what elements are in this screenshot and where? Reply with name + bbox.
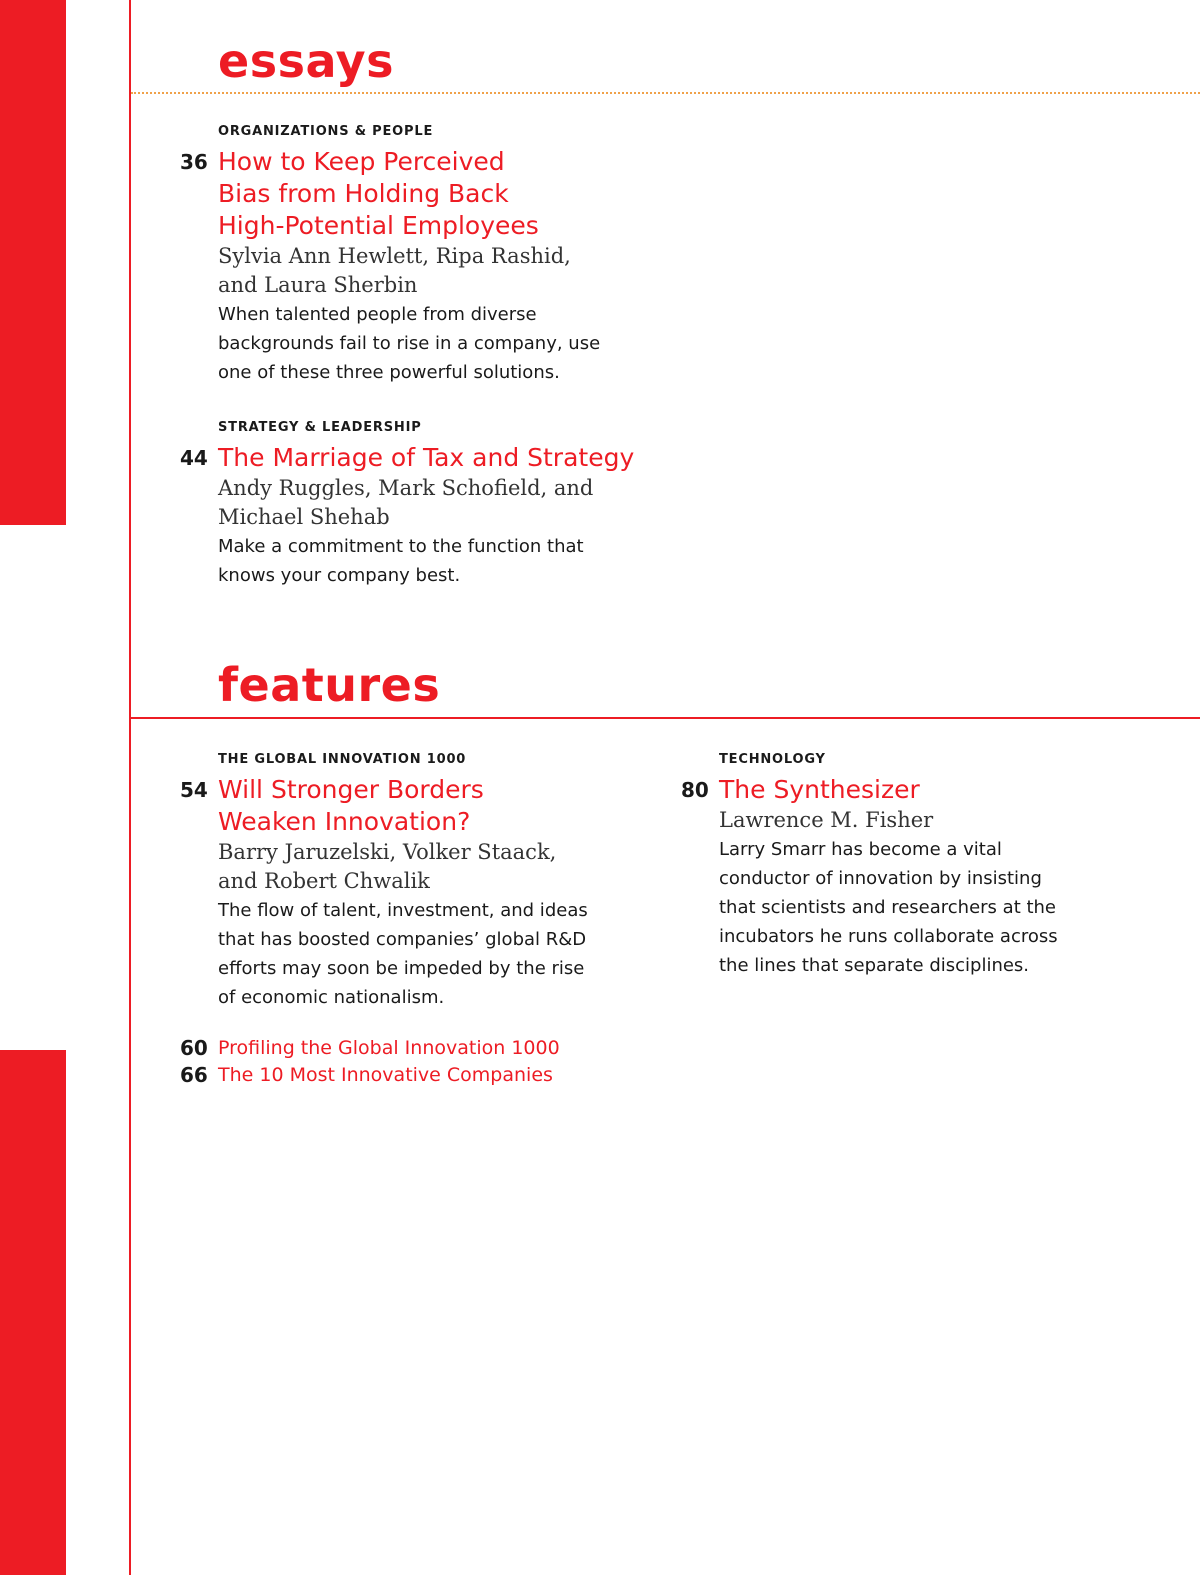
entry-description: When talented people from diverse backgrounds fail to rise in a company, use one of these three powerful solutions. bbox=[218, 304, 601, 383]
dotted-divider bbox=[131, 92, 1200, 94]
entry-title-row bbox=[180, 146, 658, 242]
toc-entry-essay-1[interactable] bbox=[180, 124, 658, 387]
page-number: 80 bbox=[681, 778, 709, 802]
page-number: 44 bbox=[180, 446, 208, 470]
entry-title-row bbox=[180, 774, 658, 838]
toc-entry-essay-2[interactable] bbox=[180, 420, 658, 590]
toc-entry-feature-1[interactable] bbox=[180, 752, 658, 1012]
entry-category: THE GLOBAL INNOVATION 1000 bbox=[218, 752, 467, 767]
decorative-red-bar-bottom bbox=[0, 1050, 66, 1575]
toc-link-title[interactable]: Profiling the Global Innovation 1000 bbox=[218, 1037, 560, 1059]
solid-divider bbox=[131, 717, 1200, 719]
decorative-red-bar-top bbox=[0, 0, 66, 525]
entry-category: ORGANIZATIONS & PEOPLE bbox=[218, 124, 434, 139]
toc-entry-feature-2[interactable] bbox=[681, 752, 1159, 980]
entry-title-row bbox=[180, 442, 658, 474]
entry-title-link[interactable]: How to Keep Perceived Bias from Holding Back High-Potential Employees bbox=[218, 147, 539, 240]
entry-authors: Barry Jaruzelski, Volker Staack, and Robert Chwalik bbox=[218, 840, 557, 893]
entry-title-link[interactable]: The Marriage of Tax and Strategy bbox=[218, 443, 635, 472]
entry-authors: Sylvia Ann Hewlett, Ripa Rashid, and Laura Sherbin bbox=[218, 244, 571, 297]
entry-authors: Lawrence M. Fisher bbox=[719, 808, 934, 832]
page-number: 60 bbox=[180, 1036, 208, 1060]
toc-link-title[interactable]: The 10 Most Innovative Companies bbox=[218, 1064, 553, 1086]
entry-title-link[interactable]: Will Stronger Borders Weaken Innovation? bbox=[218, 775, 484, 836]
entry-category: TECHNOLOGY bbox=[719, 752, 826, 767]
vertical-divider bbox=[129, 0, 131, 1575]
entry-authors: Andy Ruggles, Mark Schofield, and Michael Shehab bbox=[218, 476, 594, 529]
entry-description: Make a commitment to the function that knows your company best. bbox=[218, 536, 584, 586]
entry-category: STRATEGY & LEADERSHIP bbox=[218, 420, 422, 435]
entry-title-link[interactable]: The Synthesizer bbox=[719, 775, 920, 804]
toc-link-row[interactable] bbox=[180, 1035, 560, 1062]
page-number: 54 bbox=[180, 778, 208, 802]
section-heading-features: features bbox=[218, 658, 441, 712]
page-number: 36 bbox=[180, 150, 208, 174]
page-number: 66 bbox=[180, 1063, 208, 1087]
toc-link-row[interactable] bbox=[180, 1062, 553, 1089]
entry-description: The flow of talent, investment, and ideas that has boosted companies’ global R&D efforts may soon be impeded by the rise of economic nationalism. bbox=[218, 900, 588, 1008]
entry-title-row bbox=[681, 774, 1159, 806]
entry-description: Larry Smarr has become a vital conductor of innovation by insisting that scientists and researchers at the incubators he runs collaborate across the lines that separate disciplines. bbox=[719, 839, 1058, 976]
section-heading-essays: essays bbox=[218, 34, 394, 88]
